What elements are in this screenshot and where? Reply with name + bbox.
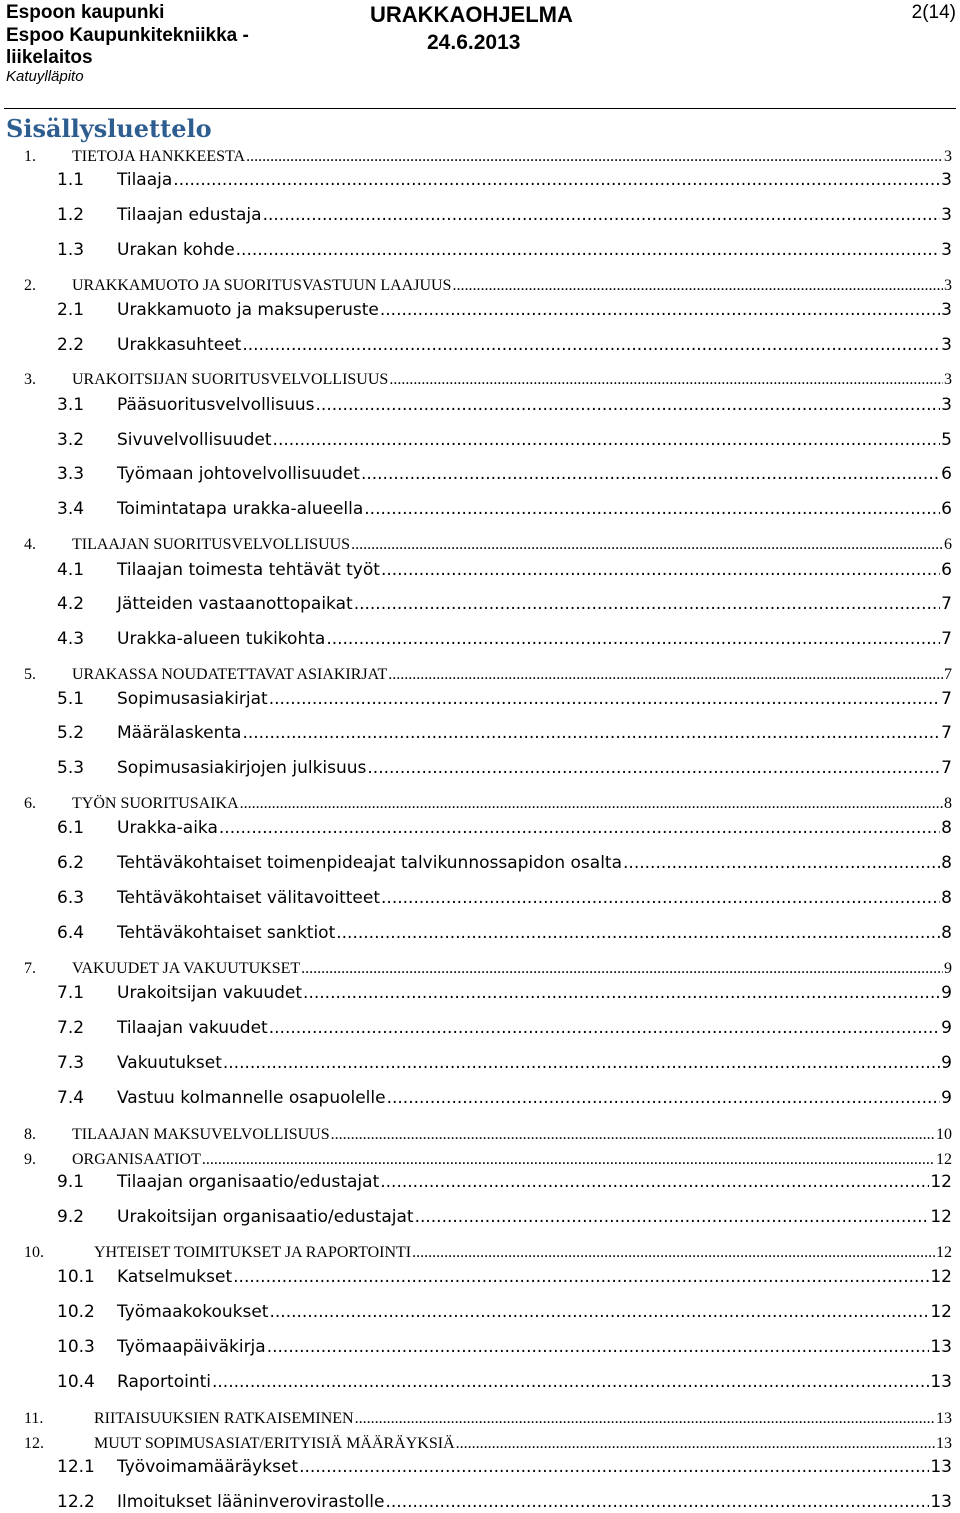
toc-subsection-entry[interactable] xyxy=(0,170,960,190)
toc-subsection-entry[interactable] xyxy=(0,499,960,519)
toc-subsection-entry[interactable] xyxy=(0,723,960,743)
toc-leader-dots xyxy=(387,1088,941,1108)
toc-leader-dots xyxy=(415,1207,930,1227)
toc-entry-page: 3 xyxy=(941,300,952,320)
toc-entry-number: 1. xyxy=(24,148,36,165)
toc-entry-title: TIETOJA HANKKEESTA xyxy=(72,148,246,165)
toc-entry-number: 6. xyxy=(24,795,36,812)
toc-entry-page: 3 xyxy=(941,205,952,225)
toc-entry-page: 6 xyxy=(941,464,952,484)
toc-entry-page: 13 xyxy=(930,1492,952,1512)
toc-leader-dots xyxy=(233,1267,929,1287)
toc-entry-number: 10.2 xyxy=(57,1302,95,1322)
toc-leader-dots xyxy=(623,853,940,873)
toc-entry-number: 7.1 xyxy=(57,983,85,1003)
toc-entry-page: 13 xyxy=(936,1435,952,1452)
toc-entry-page: 9 xyxy=(941,1018,952,1038)
toc-entry-title: Urakkamuoto ja maksuperuste xyxy=(117,300,379,320)
toc-subsection-entry[interactable] xyxy=(0,1372,960,1392)
toc-section-entry[interactable] xyxy=(0,536,960,554)
toc-section-entry[interactable] xyxy=(0,795,960,813)
toc-entry-page: 12 xyxy=(930,1302,952,1322)
toc-entry-number: 9.2 xyxy=(57,1207,85,1227)
toc-entry-number: 12. xyxy=(24,1435,44,1452)
toc-entry-title: Tilaajan edustaja xyxy=(117,205,262,225)
document-title: URAKKAOHJELMA xyxy=(370,2,573,27)
toc-leader-dots xyxy=(355,1410,935,1428)
toc-entry-page: 13 xyxy=(930,1457,952,1477)
toc-entry-title: TILAAJAN MAKSUVELVOLLISUUS xyxy=(72,1126,330,1143)
toc-entry-number: 12.2 xyxy=(57,1492,95,1512)
toc-leader-dots xyxy=(381,560,940,580)
toc-entry-page: 7 xyxy=(941,758,952,778)
toc-subsection-entry[interactable] xyxy=(0,1337,960,1357)
toc-entry-number: 1.3 xyxy=(57,240,85,260)
toc-leader-dots xyxy=(301,960,943,978)
toc-entry-page: 13 xyxy=(930,1337,952,1357)
toc-entry-page: 3 xyxy=(941,335,952,355)
toc-entry-title: Määrälaskenta xyxy=(117,723,242,743)
toc-section-entry[interactable] xyxy=(0,960,960,978)
toc-subsection-entry[interactable] xyxy=(0,1088,960,1108)
toc-leader-dots xyxy=(361,464,940,484)
toc-entry-number: 5. xyxy=(24,666,36,683)
toc-entry-title: RIITAISUUKSIEN RATKAISEMINEN xyxy=(94,1410,354,1427)
toc-entry-title: Työmaan johtovelvollisuudet xyxy=(117,464,360,484)
toc-entry-title: Sivuvelvollisuudet xyxy=(117,430,272,450)
toc-leader-dots xyxy=(336,923,940,943)
toc-subsection-entry[interactable] xyxy=(0,818,960,838)
toc-subsection-entry[interactable] xyxy=(0,594,960,614)
toc-leader-dots xyxy=(246,148,943,166)
toc-leader-dots xyxy=(354,594,940,614)
toc-entry-number: 4. xyxy=(24,536,36,553)
toc-subsection-entry[interactable] xyxy=(0,983,960,1003)
toc-section-entry[interactable] xyxy=(0,277,960,295)
document-date: 24.6.2013 xyxy=(427,31,521,54)
toc-leader-dots xyxy=(388,666,943,684)
toc-subsection-entry[interactable] xyxy=(0,1018,960,1038)
toc-entry-title: Urakoitsijan vakuudet xyxy=(117,983,303,1003)
toc-entry-number: 6.2 xyxy=(57,853,85,873)
toc-entry-number: 2.2 xyxy=(57,335,85,355)
toc-entry-title: Urakoitsijan organisaatio/edustajat xyxy=(117,1207,414,1227)
toc-entry-page: 7 xyxy=(944,666,952,683)
toc-entry-title: Työvoimamääräykset xyxy=(117,1457,299,1477)
toc-entry-page: 12 xyxy=(930,1267,952,1287)
toc-entry-number: 4.1 xyxy=(57,560,85,580)
toc-leader-dots xyxy=(316,395,941,415)
toc-entry-page: 10 xyxy=(936,1126,952,1143)
toc-leader-dots xyxy=(173,170,940,190)
toc-entry-page: 7 xyxy=(941,723,952,743)
toc-leader-dots xyxy=(452,277,943,295)
toc-leader-dots xyxy=(269,1302,929,1322)
toc-entry-title: Raportointi xyxy=(117,1372,211,1392)
toc-section-entry[interactable] xyxy=(0,1244,960,1262)
toc-entry-page: 3 xyxy=(941,240,952,260)
toc-entry-page: 7 xyxy=(941,629,952,649)
toc-section-entry[interactable] xyxy=(0,1435,960,1453)
toc-entry-page: 7 xyxy=(941,594,952,614)
toc-subsection-entry[interactable] xyxy=(0,1053,960,1073)
toc-title: Sisällysluettelo xyxy=(6,114,212,143)
toc-entry-number: 3.4 xyxy=(57,499,85,519)
toc-subsection-entry[interactable] xyxy=(0,923,960,943)
toc-entry-page: 12 xyxy=(936,1244,952,1261)
toc-leader-dots xyxy=(202,1151,935,1169)
toc-entry-title: Työmaakokoukset xyxy=(117,1302,269,1322)
page-header xyxy=(0,0,960,112)
toc-entry-title: Tilaaja xyxy=(117,170,173,190)
toc-subsection-entry[interactable] xyxy=(0,205,960,225)
toc-entry-title: Ilmoitukset lääninverovirastolle xyxy=(117,1492,385,1512)
toc-subsection-entry[interactable] xyxy=(0,1207,960,1227)
toc-entry-title: YHTEISET TOIMITUKSET JA RAPORTOINTI xyxy=(94,1244,412,1261)
toc-entry-number: 10. xyxy=(24,1244,44,1261)
toc-entry-number: 8. xyxy=(24,1126,36,1143)
toc-entry-number: 6.4 xyxy=(57,923,85,943)
toc-leader-dots xyxy=(351,536,943,554)
toc-subsection-entry[interactable] xyxy=(0,300,960,320)
toc-leader-dots xyxy=(269,689,940,709)
toc-section-entry[interactable] xyxy=(0,1410,960,1428)
toc-entry-page: 8 xyxy=(944,795,952,812)
toc-leader-dots xyxy=(242,723,940,743)
toc-subsection-entry[interactable] xyxy=(0,1492,960,1512)
organization-name: Espoon kaupunki xyxy=(6,2,165,23)
toc-entry-page: 3 xyxy=(941,170,952,190)
toc-entry-number: 2. xyxy=(24,277,36,294)
toc-subsection-entry[interactable] xyxy=(0,758,960,778)
toc-leader-dots xyxy=(212,1372,929,1392)
toc-entry-page: 13 xyxy=(936,1410,952,1427)
toc-subsection-entry[interactable] xyxy=(0,1172,960,1192)
toc-entry-title: Pääsuoritusvelvollisuus xyxy=(117,395,315,415)
toc-subsection-entry[interactable] xyxy=(0,464,960,484)
toc-entry-number: 7.2 xyxy=(57,1018,85,1038)
toc-entry-title: Vastuu kolmannelle osapuolelle xyxy=(117,1088,386,1108)
toc-entry-title: Vakuutukset xyxy=(117,1053,222,1073)
toc-entry-number: 11. xyxy=(24,1410,44,1427)
toc-entry-number: 4.3 xyxy=(57,629,85,649)
toc-entry-page: 6 xyxy=(944,536,952,553)
toc-entry-title: Urakka-aika xyxy=(117,818,218,838)
toc-entry-page: 8 xyxy=(941,923,952,943)
toc-entry-number: 1.1 xyxy=(57,170,85,190)
toc-entry-number: 12.1 xyxy=(57,1457,95,1477)
toc-entry-page: 12 xyxy=(930,1172,952,1192)
header-divider xyxy=(4,108,956,109)
toc-entry-page: 3 xyxy=(944,277,952,294)
toc-entry-page: 8 xyxy=(941,818,952,838)
toc-entry-number: 7. xyxy=(24,960,36,977)
toc-entry-number: 9.1 xyxy=(57,1172,85,1192)
toc-leader-dots xyxy=(223,1053,940,1073)
toc-entry-title: TYÖN SUORITUSAIKA xyxy=(72,795,239,812)
toc-entry-title: TILAAJAN SUORITUSVELVOLLISUUS xyxy=(72,536,351,553)
toc-entry-number: 5.3 xyxy=(57,758,85,778)
toc-entry-title: Urakan kohde xyxy=(117,240,235,260)
toc-section-entry[interactable] xyxy=(0,1151,960,1169)
toc-entry-title: URAKKAMUOTO JA SUORITUSVASTUUN LAAJUUS xyxy=(72,277,452,294)
department-name: Katuylläpito xyxy=(6,68,84,85)
toc-entry-page: 5 xyxy=(941,430,952,450)
toc-entry-number: 10.4 xyxy=(57,1372,95,1392)
toc-entry-title: URAKASSA NOUDATETTAVAT ASIAKIRJAT xyxy=(72,666,388,683)
toc-subsection-entry[interactable] xyxy=(0,560,960,580)
unit-name: Espoo Kaupunkitekniikka - liikelaitos xyxy=(6,25,249,68)
toc-entry-page: 8 xyxy=(941,853,952,873)
toc-entry-title: Tehtäväkohtaiset sanktiot xyxy=(117,923,336,943)
toc-subsection-entry[interactable] xyxy=(0,689,960,709)
toc-leader-dots xyxy=(389,371,943,389)
toc-entry-title: Työmaapäiväkirja xyxy=(117,1337,266,1357)
toc-entry-number: 10.1 xyxy=(57,1267,95,1287)
toc-entry-number: 3.2 xyxy=(57,430,85,450)
toc-entry-title: Tehtäväkohtaiset toimenpideajat talvikunnossapidon osalta xyxy=(117,853,623,873)
toc-entry-title: URAKOITSIJAN SUORITUSVELVOLLISUUS xyxy=(72,371,389,388)
toc-entry-title: Sopimusasiakirjojen julkisuus xyxy=(117,758,367,778)
toc-leader-dots xyxy=(269,1018,940,1038)
toc-subsection-entry[interactable] xyxy=(0,1267,960,1287)
toc-entry-title: Tilaajan vakuudet xyxy=(117,1018,268,1038)
toc-leader-dots xyxy=(367,758,940,778)
toc-entry-page: 3 xyxy=(944,148,952,165)
toc-entry-page: 13 xyxy=(930,1372,952,1392)
toc-entry-page: 8 xyxy=(941,888,952,908)
toc-entry-title: MUUT SOPIMUSASIAT/ERITYISIÄ MÄÄRÄYKSIÄ xyxy=(94,1435,455,1452)
toc-leader-dots xyxy=(326,629,940,649)
toc-entry-title: Tilaajan organisaatio/edustajat xyxy=(117,1172,380,1192)
toc-entry-title: Toimintatapa urakka-alueella xyxy=(117,499,364,519)
toc-leader-dots xyxy=(364,499,940,519)
toc-leader-dots xyxy=(240,795,943,813)
toc-subsection-entry[interactable] xyxy=(0,1302,960,1322)
toc-entry-page: 7 xyxy=(941,689,952,709)
toc-entry-page: 12 xyxy=(936,1151,952,1168)
toc-leader-dots xyxy=(456,1435,935,1453)
toc-entry-title: Tehtäväkohtaiset välitavoitteet xyxy=(117,888,381,908)
toc-entry-page: 9 xyxy=(941,1053,952,1073)
toc-entry-title: Sopimusasiakirjat xyxy=(117,689,268,709)
toc-entry-number: 2.1 xyxy=(57,300,85,320)
toc-leader-dots xyxy=(263,205,941,225)
toc-entry-page: 3 xyxy=(941,395,952,415)
toc-leader-dots xyxy=(236,240,941,260)
toc-entry-number: 5.1 xyxy=(57,689,85,709)
toc-entry-number: 5.2 xyxy=(57,723,85,743)
toc-entry-title: ORGANISAATIOT xyxy=(72,1151,201,1168)
toc-entry-page: 6 xyxy=(941,499,952,519)
toc-subsection-entry[interactable] xyxy=(0,335,960,355)
toc-entry-title: Urakkasuhteet xyxy=(117,335,242,355)
toc-subsection-entry[interactable] xyxy=(0,888,960,908)
toc-entry-title: VAKUUDET JA VAKUUTUKSET xyxy=(72,960,301,977)
toc-subsection-entry[interactable] xyxy=(0,395,960,415)
toc-leader-dots xyxy=(331,1126,935,1144)
toc-leader-dots xyxy=(385,1492,929,1512)
toc-leader-dots xyxy=(380,1172,929,1192)
toc-entry-page: 9 xyxy=(941,983,952,1003)
toc-leader-dots xyxy=(380,300,940,320)
toc-entry-number: 1.2 xyxy=(57,205,85,225)
toc-leader-dots xyxy=(299,1457,929,1477)
toc-entry-number: 4.2 xyxy=(57,594,85,614)
toc-subsection-entry[interactable] xyxy=(0,240,960,260)
toc-leader-dots xyxy=(412,1244,935,1262)
toc-section-entry[interactable] xyxy=(0,148,960,166)
toc-entry-number: 7.4 xyxy=(57,1088,85,1108)
toc-entry-title: Tilaajan toimesta tehtävät työt xyxy=(117,560,380,580)
toc-subsection-entry[interactable] xyxy=(0,629,960,649)
toc-section-entry[interactable] xyxy=(0,666,960,684)
toc-entry-number: 3. xyxy=(24,371,36,388)
toc-entry-number: 10.3 xyxy=(57,1337,95,1357)
toc-subsection-entry[interactable] xyxy=(0,853,960,873)
toc-section-entry[interactable] xyxy=(0,371,960,389)
toc-entry-number: 3.3 xyxy=(57,464,85,484)
toc-section-entry[interactable] xyxy=(0,1126,960,1144)
toc-entry-number: 6.3 xyxy=(57,888,85,908)
toc-entry-number: 6.1 xyxy=(57,818,85,838)
toc-leader-dots xyxy=(219,818,940,838)
toc-subsection-entry[interactable] xyxy=(0,430,960,450)
page-number: 2(14) xyxy=(911,2,956,23)
toc-entry-page: 3 xyxy=(944,371,952,388)
toc-entry-page: 6 xyxy=(941,560,952,580)
toc-entry-title: Katselmukset xyxy=(117,1267,233,1287)
toc-leader-dots xyxy=(242,335,940,355)
toc-entry-number: 3.1 xyxy=(57,395,85,415)
toc-entry-page: 9 xyxy=(944,960,952,977)
toc-entry-page: 9 xyxy=(941,1088,952,1108)
toc-leader-dots xyxy=(381,888,940,908)
toc-entry-page: 12 xyxy=(930,1207,952,1227)
toc-entry-number: 9. xyxy=(24,1151,36,1168)
toc-entry-number: 7.3 xyxy=(57,1053,85,1073)
toc-leader-dots xyxy=(267,1337,930,1357)
toc-leader-dots xyxy=(273,430,941,450)
toc-entry-title: Urakka-alueen tukikohta xyxy=(117,629,326,649)
toc-entry-title: Jätteiden vastaanottopaikat xyxy=(117,594,353,614)
toc-subsection-entry[interactable] xyxy=(0,1457,960,1477)
toc-leader-dots xyxy=(303,983,940,1003)
